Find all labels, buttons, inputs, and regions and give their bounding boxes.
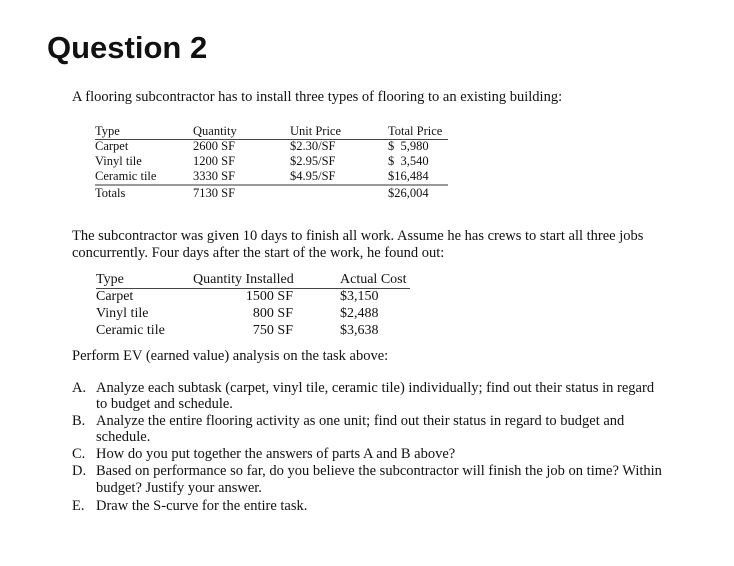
question-text: schedule. (96, 429, 151, 445)
cell: 750 SF (252, 323, 293, 338)
cell: Vinyl tile (96, 306, 149, 321)
question-letter: D. (72, 463, 87, 479)
paragraph-line: The subcontractor was given 10 days to finish all work. Assume he has crews to start all three jobs (72, 228, 644, 244)
question-text: How do you put together the answers of parts A and B above? (96, 446, 456, 462)
question-text: Based on performance so far, do you believe the subcontractor will finish the job on time? Within (96, 463, 662, 479)
question-text: Analyze each subtask (carpet, vinyl tile, ceramic tile) individually; find out their status in regard (96, 380, 655, 396)
question-letter: E. (72, 498, 85, 514)
cell: Carpet (95, 139, 129, 153)
question-text: Draw the S-curve for the entire task. (96, 498, 308, 514)
cell: $16,484 (388, 169, 429, 183)
cell: $ 5,980 (388, 139, 429, 153)
header-actual-cost: Actual Cost (340, 272, 407, 287)
paragraph-line: concurrently. Four days after the start of the work, he found out: (72, 245, 445, 261)
cell: $3,638 (340, 323, 379, 338)
cell: 3330 SF (193, 169, 236, 183)
cell: 800 SF (252, 306, 293, 321)
cell: Vinyl tile (95, 154, 142, 168)
totals-label: Totals (95, 186, 126, 200)
cell: Ceramic tile (95, 169, 157, 183)
cell: Ceramic tile (96, 323, 165, 338)
header-unit-price: Unit Price (290, 124, 342, 138)
cell: Carpet (96, 289, 134, 304)
cell: $ 3,540 (388, 154, 429, 168)
question-letter: A. (72, 380, 87, 396)
question-letter: B. (72, 413, 86, 429)
cell: $3,150 (340, 289, 379, 304)
cell: 2600 SF (193, 139, 236, 153)
totals-quantity: 7130 SF (193, 186, 236, 200)
header-quantity: Quantity (193, 124, 237, 138)
question-letter: C. (72, 446, 86, 462)
header-quantity-installed: Quantity Installed (193, 272, 294, 287)
cell: $2.30/SF (290, 139, 336, 153)
question-text: Analyze the entire flooring activity as one unit; find out their status in regard to budget and (96, 413, 625, 429)
question-text: budget? Justify your answer. (96, 480, 262, 496)
cell: 1200 SF (193, 154, 236, 168)
cell: 1500 SF (245, 289, 293, 304)
header-type: Type (96, 272, 124, 287)
header-type: Type (95, 124, 120, 138)
page-title: Question 2 (47, 30, 208, 65)
totals-price: $26,004 (388, 186, 429, 200)
header-total-price: Total Price (388, 124, 443, 138)
intro-text: A flooring subcontractor has to install three types of flooring to an existing building: (72, 89, 563, 105)
question-text: to budget and schedule. (96, 396, 233, 412)
cell: $2,488 (340, 306, 379, 321)
prompt-text: Perform EV (earned value) analysis on the task above: (72, 348, 389, 364)
cell: $4.95/SF (290, 169, 336, 183)
cell: $2.95/SF (290, 154, 336, 168)
